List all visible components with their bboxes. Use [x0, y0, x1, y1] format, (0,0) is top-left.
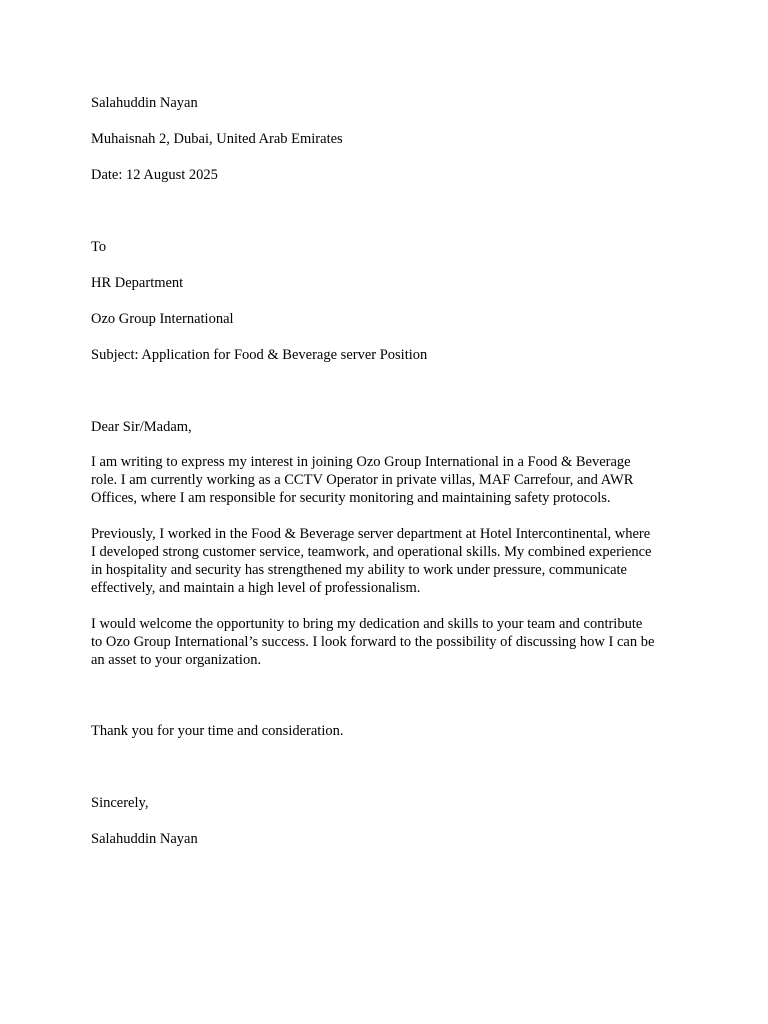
salutation: Dear Sir/Madam, — [91, 419, 192, 435]
body-line: role. I am currently working as a CCTV Operator in private villas, MAF Carrefour, and AWR — [91, 472, 634, 488]
sender-address: Muhaisnah 2, Dubai, United Arab Emirates — [91, 131, 343, 147]
body-line: to Ozo Group International’s success. I look forward to the possibility of discussing how I can be — [91, 634, 655, 650]
signature: Salahuddin Nayan — [91, 831, 198, 847]
body-line: I would welcome the opportunity to bring my dedication and skills to your team and contribute — [91, 616, 643, 632]
closing: Sincerely, — [91, 795, 149, 811]
body-line: an asset to your organization. — [91, 652, 262, 668]
body-line: I am writing to express my interest in joining Ozo Group International in a Food & Beverage — [91, 454, 631, 470]
body-paragraph-3 — [91, 615, 691, 669]
letter-date: Date: 12 August 2025 — [91, 167, 218, 183]
letter-subject: Subject: Application for Food & Beverage server Position — [91, 347, 428, 363]
body-line: Offices, where I am responsible for security monitoring and maintaining safety protocols. — [91, 490, 611, 506]
body-paragraph-2 — [91, 525, 691, 597]
sender-name: Salahuddin Nayan — [91, 95, 198, 111]
recipient-to: To — [91, 239, 107, 255]
thanks-line: Thank you for your time and consideration. — [91, 723, 344, 739]
recipient-company: Ozo Group International — [91, 311, 234, 327]
body-line: effectively, and maintain a high level of professionalism. — [91, 580, 421, 596]
body-paragraph-1 — [91, 453, 691, 507]
body-line: in hospitality and security has strengthened my ability to work under pressure, communicate — [91, 562, 627, 578]
body-line: I developed strong customer service, teamwork, and operational skills. My combined experience — [91, 544, 652, 560]
body-line: Previously, I worked in the Food & Beverage server department at Hotel Intercontinental, where — [91, 526, 651, 542]
recipient-department: HR Department — [91, 275, 184, 291]
